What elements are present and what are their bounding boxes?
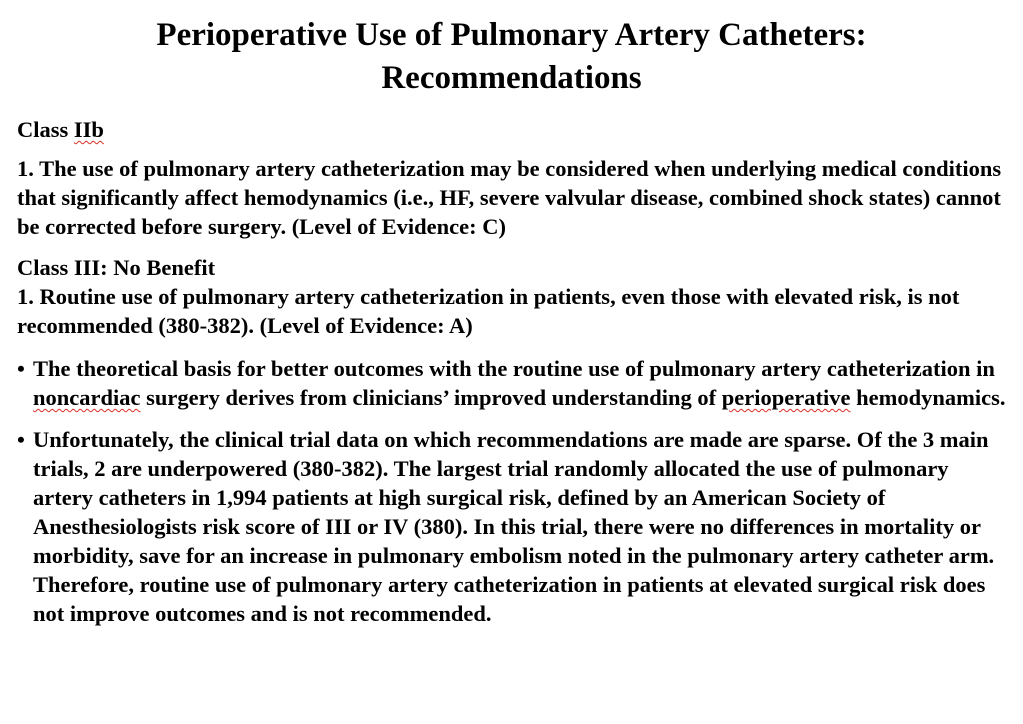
title-line-1: Perioperative Use of Pulmonary Artery Catheters: [156,17,867,53]
bullet-1-text-b: surgery derives from clinicians’ improved understanding of [140,385,722,410]
page-title [0,14,1023,100]
class-iib-heading-prefix: Class [17,117,74,142]
class-iii-heading: Class III: No Benefit [17,255,216,280]
bullet-1-text-a: The theoretical basis for better outcomes with the routine use of pulmonary artery catheterization in [33,356,995,381]
bullet-1-term-perioperative: perioperative [721,385,851,410]
bullet-1-term-noncardiac: noncardiac [33,385,141,410]
bullet-list [17,354,1012,628]
class-iii-recommendation: 1. Routine use of pulmonary artery catheterization in patients, even those with elevated risk, is not recommended (380-382). (Level of Evidence: A) [17,284,960,338]
slide-content [17,115,1012,641]
bullet-item-theoretical-basis [17,354,1012,412]
bullet-1-text-c: hemodynamics. [850,385,1006,410]
class-iib-heading [17,115,1012,144]
title-line-2: Recommendations [381,60,642,96]
class-iib-heading-label: IIb [73,117,104,142]
class-iib-recommendation: 1. The use of pulmonary artery catheterization may be considered when underlying medical conditions that significantly affect hemodynamics (i.e., HF, severe valvular disease, combined shock states) cannot be corrected before surgery. (Level of Evidence: C) [17,156,1002,239]
bullet-item-trial-data: • Unfortunately, the clinical trial data on which recommendations are made are sparse. Of the 3 main trials, 2 are underpowered (380-382). The largest trial randomly allocated the use of pulmonary artery catheters in 1,994 patients at high surgical risk, defined by an American Society of Anesthesiologists risk score of III or IV (380). In this trial, there were no differences in mortality or morbidity, save for an increase in pulmonary embolism noted in the pulmonary artery catheter arm. Therefore, routine use of pulmonary artery catheterization in patients at elevated surgical risk does not improve outcomes and is not recommended. [17,425,1012,628]
